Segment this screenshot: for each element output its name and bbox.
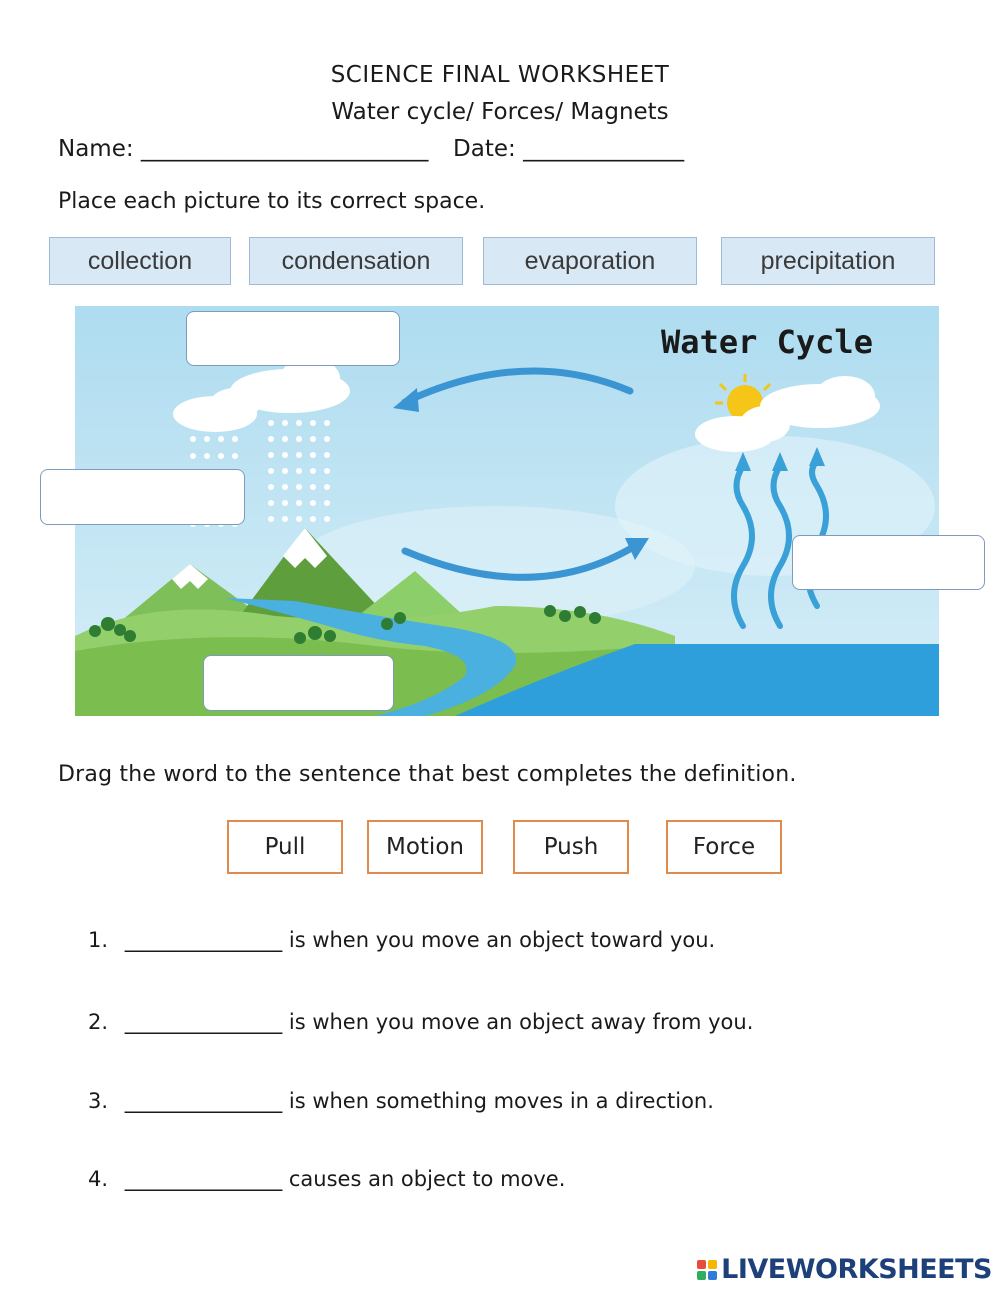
worksheet-title: SCIENCE FINAL WORKSHEET [330,62,670,88]
name-label: Name: [58,136,134,162]
word-tile-push[interactable]: Push [513,820,629,874]
name-blank: _________________________ [140,136,429,162]
date-blank: ______________ [523,136,685,162]
liveworksheets-logo-icon [697,1260,717,1280]
word-tile-collection[interactable]: collection [49,237,231,285]
sentence-blank[interactable]: _______________ [124,1010,283,1034]
name-date-row [58,136,684,162]
drop-box-precipitation[interactable] [40,469,245,525]
word-tile-evaporation[interactable]: evaporation [483,237,697,285]
drop-box-evaporation[interactable] [792,535,985,590]
liveworksheets-logo [697,1254,992,1285]
sentence-blank[interactable]: _______________ [124,1167,283,1191]
word-tile-condensation[interactable]: condensation [249,237,463,285]
diagram-title: Water Cycle [661,323,873,361]
word-tile-motion[interactable]: Motion [367,820,483,874]
sentence-number: 1. [88,928,109,952]
sentence-1 [88,928,715,952]
sentence-2 [88,1010,753,1034]
word-tile-precipitation[interactable]: precipitation [721,237,935,285]
logo-text: LIVEWORKSHEETS [721,1254,992,1285]
sentence-number: 2. [88,1010,109,1034]
date-label: Date: [453,136,516,162]
instruction-drag-words: Drag the word to the sentence that best completes the definition. [58,762,797,787]
sentence-number: 3. [88,1089,109,1113]
sentence-3 [88,1089,714,1113]
instruction-place-pictures: Place each picture to its correct space. [58,189,486,214]
sentence-number: 4. [88,1167,109,1191]
sentence-text: is when you move an object toward you. [288,928,716,952]
sentence-text: is when something moves in a direction. [288,1089,714,1113]
sentence-text: is when you move an object away from you. [288,1010,754,1034]
sentence-4 [88,1167,565,1191]
sentence-blank[interactable]: _______________ [124,928,283,952]
word-tile-force[interactable]: Force [666,820,782,874]
sentence-text: causes an object to move. [288,1167,566,1191]
sentence-blank[interactable]: _______________ [124,1089,283,1113]
drop-box-condensation[interactable] [186,311,400,366]
word-tile-pull[interactable]: Pull [227,820,343,874]
drop-box-collection[interactable] [203,655,394,711]
worksheet-subtitle: Water cycle/ Forces/ Magnets [331,99,669,125]
